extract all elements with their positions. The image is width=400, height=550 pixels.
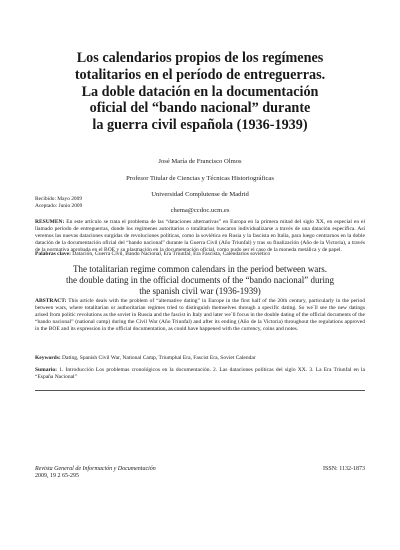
palabras-clave-paragraph — [35, 251, 365, 258]
sumario-label: Sumario: — [35, 367, 57, 373]
submission-dates — [35, 196, 82, 210]
author-position: Profesor Titular de Ciencias y Técnicas Historiográficas — [126, 174, 274, 182]
abstract-paragraph — [35, 298, 365, 333]
author-university: Universidad Complutense de Madrid — [151, 191, 249, 199]
sumario-paragraph — [35, 367, 365, 381]
issn: ISSN: 1132-1873 — [323, 466, 365, 472]
article-title: Los calendarios propios de los regímenes totalitarios en el período de entreguerras. La doble datación en la documentación oficial del “bando nacional” durante la guerra civil española (1936-1939) — [74, 50, 326, 134]
english-title: The totalitarian regime common calendars in the period between wars. the double dating in the official documents of the “bando nacional” during the spanish civil war (1936-1939) — [65, 264, 334, 296]
resumen-label: RESUMEN: — [35, 219, 65, 225]
abstract-label: ABSTRACT: — [35, 298, 67, 304]
journal-volume: 2009, 19 2 65-295 — [35, 473, 79, 480]
page-footer — [35, 466, 365, 481]
author-email[interactable]: chema@ccdoc.ucm.es — [170, 207, 230, 215]
abstract-text: This article deals with the problem of “alternative dating” in Europe in the first half of the 20th century, particularly in the period between wars, where totalitarian or authoritarian regimes tried to distinguish themselves through a specific dating. So we´ll see the new datings arised from politic revolutions as the soviet in Russia and the fascist in Italy and later we´ll focus in the double dating of the official documents of the “bando nacional” (national camp) during the Civil War (Año Triunfal) and after its ending (Año de la Victoria) throughout the regulations approved in the BOE and its expression in the official documentation, as could have happened with the currency, coins and notes. — [35, 298, 365, 332]
received-date: Recibido: Mayo 2009 — [35, 196, 83, 202]
author-block — [70, 150, 330, 224]
resumen-text: En este artículo se trata el problema de las “dataciones alternativas” en Europa en la primera mitad del siglo XX, en especial en el llamado período de entreguerras, donde los regímenes autoritarios o totalitarios buscaron individualizarse a través de una datación específica. Así veremos las nuevas dataciones surgidas de revoluciones políticas, como la soviética en Rusia y la fascista en Italia, para luego centrarnos en la doble datación de la documentación oficial del “bando nacional” durante la Guerra Civil (Año Triunfal) y tras su finalización (Año de la Victoria), a través de la normativa aprobada en el BOE y su plasmación en la documentación oficial, como pudo ser el caso de la moneda metálica y de papel. — [35, 219, 365, 253]
divider — [35, 390, 365, 391]
accepted-date: Aceptado: Junio 2009 — [35, 203, 83, 209]
keywords-paragraph — [35, 355, 365, 362]
palabras-clave-text: Datación, Guerra Civil, Bando Nacional, Era Triunfal, Era Fascista, Calendarios soviético — [70, 251, 271, 257]
palabras-clave-label: Palabras clave: — [35, 251, 71, 257]
author-name: José María de Francisco Olmos — [158, 158, 242, 166]
resumen-paragraph — [35, 219, 365, 254]
sumario-text: 1. Introducción Los problemas cronológicos en la documentación. 2. Las dataciones políticas del siglo XX. 3. La Era Triunfal en la “España Nacional” — [35, 367, 365, 380]
keywords-label: Keywords: — [35, 355, 61, 361]
keywords-text: Dating, Spanish Civil War, National Camp, Triumphal Era, Fascist Era, Soviet Calendar — [60, 355, 256, 361]
journal-name: Revista General de Información y Documentación — [35, 466, 156, 472]
